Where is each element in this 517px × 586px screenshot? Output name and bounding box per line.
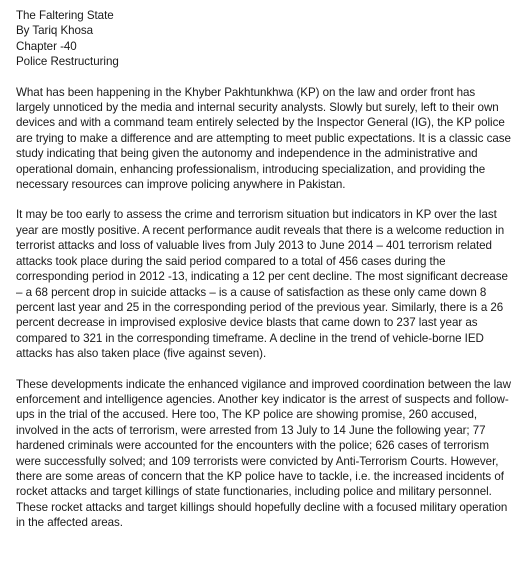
author-line: By Tariq Khosa bbox=[16, 24, 94, 38]
paragraph-statistics: It may be too early to assess the crime and terrorism situation but indicators in KP over the last year are mostly positive. A recent performance audit reveals that there is a welcome reduction in terrorist attacks and loss of valuable lives from July 2013 to June 2014 – 401 terrorism related attacks took place during the said period compared to a total of 456 cases during the corresponding period in 2012 -13, indicating a 12 per cent decline. The most significant decrease – a 68 percent drop in suicide attacks – is a cause of satisfaction as these only came down 8 percent last year and 25 in the corresponding period of the previous year. Similarly, there is a 26 percent decrease in improvised explosive device blasts that came down to 237 last year as compared to 321 in the corresponding timeframe. A decline in the trend of vehicle-borne IED attacks has also taken place (five against seven). bbox=[16, 208, 508, 361]
paragraph-developments: These developments indicate the enhanced vigilance and improved coordination between the law enforcement and intelligence agencies. Another key indicator is the arrest of suspects and follow-ups in the trial of the accused. Here too, The KP police are showing promise, 260 accused, involved in the acts of terrorism, were arrested from 13 July to 14 June the following year; 77 hardened criminals were accounted for the encounters with the police; 626 cases of terrorism were successfully solved; and 109 terrorists were convicted by Anti-Terrorism Courts. However, there are some areas of concern that the KP police have to tackle, i.e. the increased incidents of rocket attacks and target killings of state functionaries, including police and military personnel. These rocket attacks and target killings should hopefully decline with a focused military operation in the affected areas. bbox=[16, 377, 511, 530]
chapter-line: Chapter -40 bbox=[16, 39, 77, 53]
document-header bbox=[16, 8, 511, 70]
paragraph-intro: What has been happening in the Khyber Pakhtunkhwa (KP) on the law and order front has largely unnoticed by the media and internal security analysts. Slowly but surely, left to their own devices and with a command team entirely selected by the Inspector General (IG), the KP police are trying to make a difference and are attempting to meet public expectations. It is a classic case study indicating that being given the autonomy and independence in the administrative and operational domain, enhancing professionalism, introducing specialization, and providing the necessary resources can improve policing anywhere in Pakistan. bbox=[16, 85, 511, 192]
book-title: The Faltering State bbox=[16, 9, 114, 22]
section-title: Police Restructuring bbox=[16, 55, 119, 69]
